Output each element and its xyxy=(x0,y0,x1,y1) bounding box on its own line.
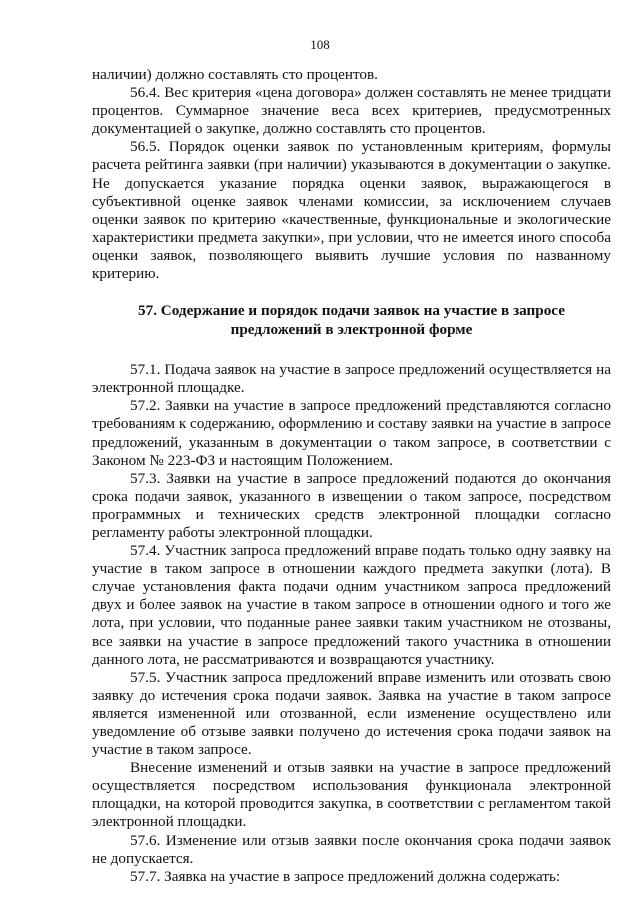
paragraph-57-5: 57.5. Участник запроса предложений вправе изменить или отозвать свою заявку до истечения срока подачи заявок. Заявка на участие в таком запросе является измененной или отозванной, если изменение осуществлено или уведомление об отзыве заявки получено до истечения срока подачи заявок на участие в таком запросе. xyxy=(92,668,611,759)
paragraph-continuation: наличии) должно составлять сто процентов. xyxy=(92,66,378,83)
paragraph-57-4: 57.4. Участник запроса предложений вправе подать только одну заявку на участие в таком запросе в отношении каждого предмета закупки (лота). В случае установления факта подачи одним участником запроса предложений двух и более заявок на участие в таком запросе в отношении одного и того же лота, при условии, что поданные ранее заявки таким участником не отозваны, все заявки на участие в запросе предложений такого участника в отношении данного лота, не рассматриваются и возвращаются участнику. xyxy=(92,542,611,668)
section-heading-57: 57. Содержание и порядок подачи заявок на участие в запросе предложений в электронной форме xyxy=(138,302,565,339)
document-body xyxy=(92,66,611,886)
paragraph-57-3: 57.3. Заявки на участие в запросе предложений подаются до окончания срока подачи заявок, указанного в извещении о таком запросе, посредством программных и технических средств электронной площадки согласно регламенту работы электронной площадки. xyxy=(92,469,611,541)
paragraph-56-4: 56.4. Вес критерия «цена договора» должен составлять не менее тридцати процентов. Суммарное значение веса всех критериев, предусмотренных документацией о закупке, должно составлять сто процентов. xyxy=(92,84,611,138)
paragraph-57-1: 57.1. Подача заявок на участие в запросе предложений осуществляется на электронной площадке. xyxy=(92,361,611,397)
paragraph-57-7: 57.7. Заявка на участие в запросе предложений должна содержать: xyxy=(130,867,561,885)
paragraph-57-6: 57.6. Изменение или отзыв заявки после окончания срока подачи заявок не допускается. xyxy=(92,831,611,867)
paragraph-56-5: 56.5. Порядок оценки заявок по установленным критериям, формулы расчета рейтинга заявки (при наличии) указываются в документации о закупке. Не допускается указание порядка оценки заявок, выражающегося в субъективной оценке заявок членами комиссии, за исключением случаев оценки заявок по критерию «качественные, функциональные и экологические характеристики предмета закупки», при условии, что не имеется иного способа оценки заявок, позволяющего выявить лучшие условия по названному критерию. xyxy=(92,138,611,283)
paragraph-57-5-amendment: Внесение изменений и отзыв заявки на участие в запросе предложений осуществляется посредством использования функционала электронной площадки, на которой проводится закупка, в соответствии с регламентом такой электронной площадки. xyxy=(92,759,611,831)
page-number: 108 xyxy=(310,37,330,52)
paragraph-57-2: 57.2. Заявки на участие в запросе предложений представляются согласно требованиям к содержанию, оформлению и составу заявки на участие в запросе предложений, указанным в документации о таком запросе, в соответствии с Законом № 223-ФЗ и настоящим Положением. xyxy=(92,397,611,469)
